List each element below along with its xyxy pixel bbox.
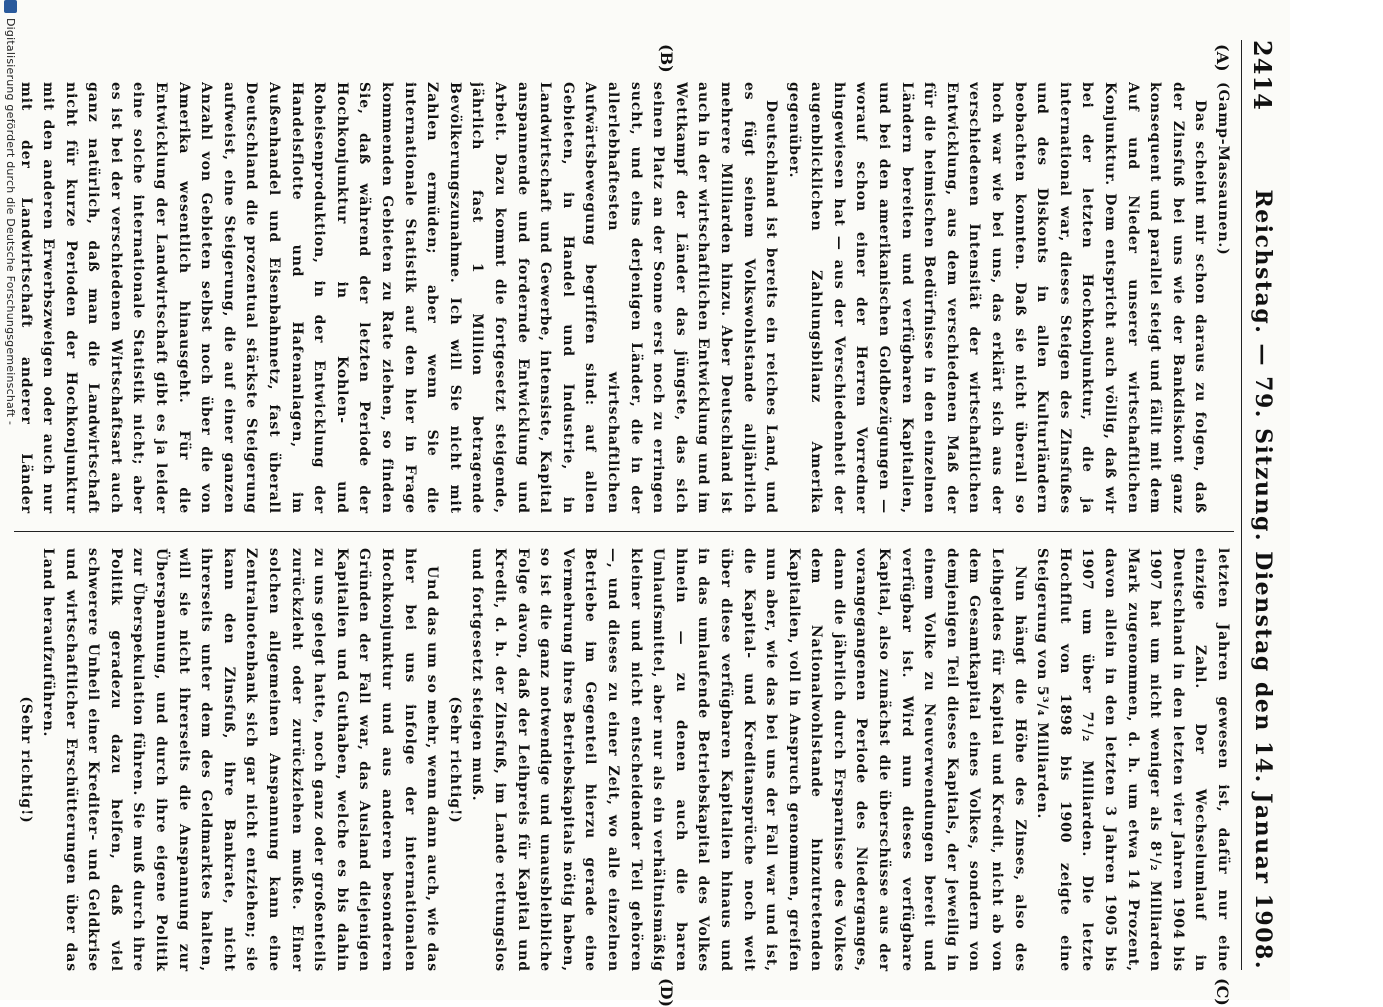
credit-text: Digitalisierung gefördert durch die Deutsche Forschungsgemeinschaft - [4, 18, 17, 426]
paragraph: Nun hängt die Höhe des Zinses, also des Leihgeldes für Kapital und Kredit, nicht ab von dem Gesamtkapital eines Volkes, sondern von demjenigen Teil dieses Kapitals, der jeweilig in einem Volke zu Neuverwendungen bereit und verfügbar ist. Wird nun dieses verfügbare Kapital, also zunächst die überschüsse aus der vorangegangenen Periode des Niederganges, dann die jährlich durch Ersparnisse des Volkes dem Nationalwohlstande hinzutretenden Kapitalien, voll in Anspruch genommen, greifen nun aber, wie das bei uns der Fall war und ist, die Kapital- und Kreditansprüche noch weit über diese verfügbaren Kapitalien hinaus und in das umlaufende Betriebskapital des Volkes hinein — zu denen auch die baren Umlaufsmittel, aber nur als ein verhältnismäßig kleiner und nicht entscheidender Teil gehören —, und dieses zu einer Zeit, wo alle einzelnen Betriebe im Gegenteil hierzu gerade eine Vermehrung ihres Betriebskapitals nötig haben, so ist die ganz notwendige und unausbleibliche Folge davon, daß der Leihpreis für Kapital und Kredit, d. h. der Zinsfuß, im Lande rettungslos und fortgesetzt steigen muß. [469, 548, 1028, 972]
column-divider [14, 531, 1234, 532]
paragraph: letzten Jahren gewesen ist, dafür nur eine einzige Zahl. Der Wechselumlauf in Deutschland in den letzten vier Jahren 1904 bis 1907 hat um nicht weniger als 8¹/₂ Milliarden Mark zugenommen, d. h. um etwa 14 Prozent, davon allein in den letzten 3 Jahren 1905 bis 1907 um über 7¹/₂ Milliarden. Die letzte Hochflut von 1898 bis 1900 zeigte eine Steigerung von 5³/₄ Milliarden. [1034, 548, 1231, 972]
margin-marker-a: (A) [1213, 44, 1232, 72]
paragraph: Deutschland ist bereits ein reiches Land, und es fügt seinem Volkswohlstande alljährlich mehrere Milliarden hinzu. Aber Deutschland ist auch in der wirtschaftlichen Entwicklung und im Wettkampf der Länder das jüngste, das sich seinen Platz an der Sonne erst noch zu erringen sucht, und eins derjenigen Länder, die in der allerlebhaftesten wirtschaftlichen Aufwärtsbewegung begriffen sind: auf allen Gebieten, in Handel und Industrie, in Landwirtschaft und Gewerbe, intensiste, Kapital anspannende und fordernde Entwicklung und Arbeit. Dazu kommt die fortgesetzt steigende, jährlich fast 1 Million betragende Bevölkerungszunahme. Ich will Sie nicht mit Zahlen ermüden; aber wenn Sie die internationale Statistik auf den hier in Frage kommenden Gebieten zu Rate ziehen, so finden Sie, daß während der letzten Periode der Hochkonjunktur in Kohlen- und Roheisenproduktion, in der Entwicklung der Handelsflotte und Hafenanlagen, im Außenhandel und Eisenbahnnetz, fast überall Deutschland die prozentual stärkste Steigerung aufweist, eine Steigerung, die auf einer ganzen Anzahl von Gebieten selbst noch über die von Amerika wesentlich hinausgeht. Für die Entwicklung der Landwirtschaft gibt es ja leider eine solche internationale Statistik nicht; aber es ist bei der verschiedenen Wirtschaftsart auch ganz natürlich, daß man die Landwirtschaft nicht für kurze Perioden der Hochkonjunktur mit den anderen Erwerbszweigen oder auch nur mit der Landwirtschaft anderer Länder [17, 82, 780, 514]
page-title: Reichstag. — 79. Sitzung. Dienstag den 14. Januar 1908. [1250, 189, 1276, 970]
applause-note: (Sehr richtig!) [446, 696, 463, 824]
page-header [1241, 40, 1284, 970]
digitization-credit [0, 0, 20, 1000]
margin-marker-b: (B) [657, 44, 676, 73]
paragraph: Das scheint mir schon daraus zu folgen, daß der Zinsfuß bei uns wie der Bankdiskont ganz konsequent und parallel steigt und fällt mit dem Auf und Nieder unserer wirtschaftlichen Konjunktur. Dem entspricht auch völlig, daß wir bei der letzten Hochkonjunktur, die ja international war, dieses Steigen des Zinsfußes und des Diskonts in allen Kulturländern beobachten konnten. Daß sie nicht überall so hoch war wie bei uns, das erklärt sich aus der verschiedenen Intensität der wirtschaftlichen Entwicklung, aus dem verschiedenen Maß der für die heimischen Bedürfnisse in den einzelnen Ländern bereiten und verfügbaren Kapitalien, und bei den amerikanischen Goldbezügungen — worauf schon einer der Herren Vorredner hingewiesen hat — aus der Verschiedenheit der augenblicklichen Zahlungsbilanz Amerika gegenüber. [785, 82, 1209, 514]
applause-note: (Sehr richtig!) [17, 696, 34, 824]
left-text-column [10, 82, 1234, 514]
dfg-logo-icon [4, 0, 17, 13]
page-number: 2414 [1248, 40, 1278, 111]
margin-marker-c: (C) [1213, 978, 1232, 1006]
margin-marker-d: (D) [657, 978, 676, 1007]
right-text-column [10, 548, 1234, 972]
paragraph: Und das um so mehr, wenn dann auch, wie das hier bei uns infolge der internationalen Hochkonjunktur und aus anderen besonderen Gründen der Fall war, das Ausland diejenigen Kapitalien und Guthaben, welche es bis dahin zu uns gelegt hatte, noch ganz oder großenteils zurückzieht oder zurückziehen mußte. Einer solchen allgemeinen Anspannung kann eine Zentralnotenbank sich gar nicht entziehen; sie kann den Zinsfuß, ihre Bankrate, nicht ihrerseits unter dem des Geldmarktes halten, will sie nicht ihrerseits die Anspannung zur Überspannung, und durch ihre eigene Politik zur Überspekulation führen. Sie muß durch ihre Politik geradezu dazu helfen, daß viel schwerere Unheil einer Krediter- und Geldkrise und wirtschaftlicher Erschütterungen über das Land heraufzuführen. [40, 548, 441, 972]
speaker-label: (Gamp-Massaunen.) [1215, 82, 1231, 256]
